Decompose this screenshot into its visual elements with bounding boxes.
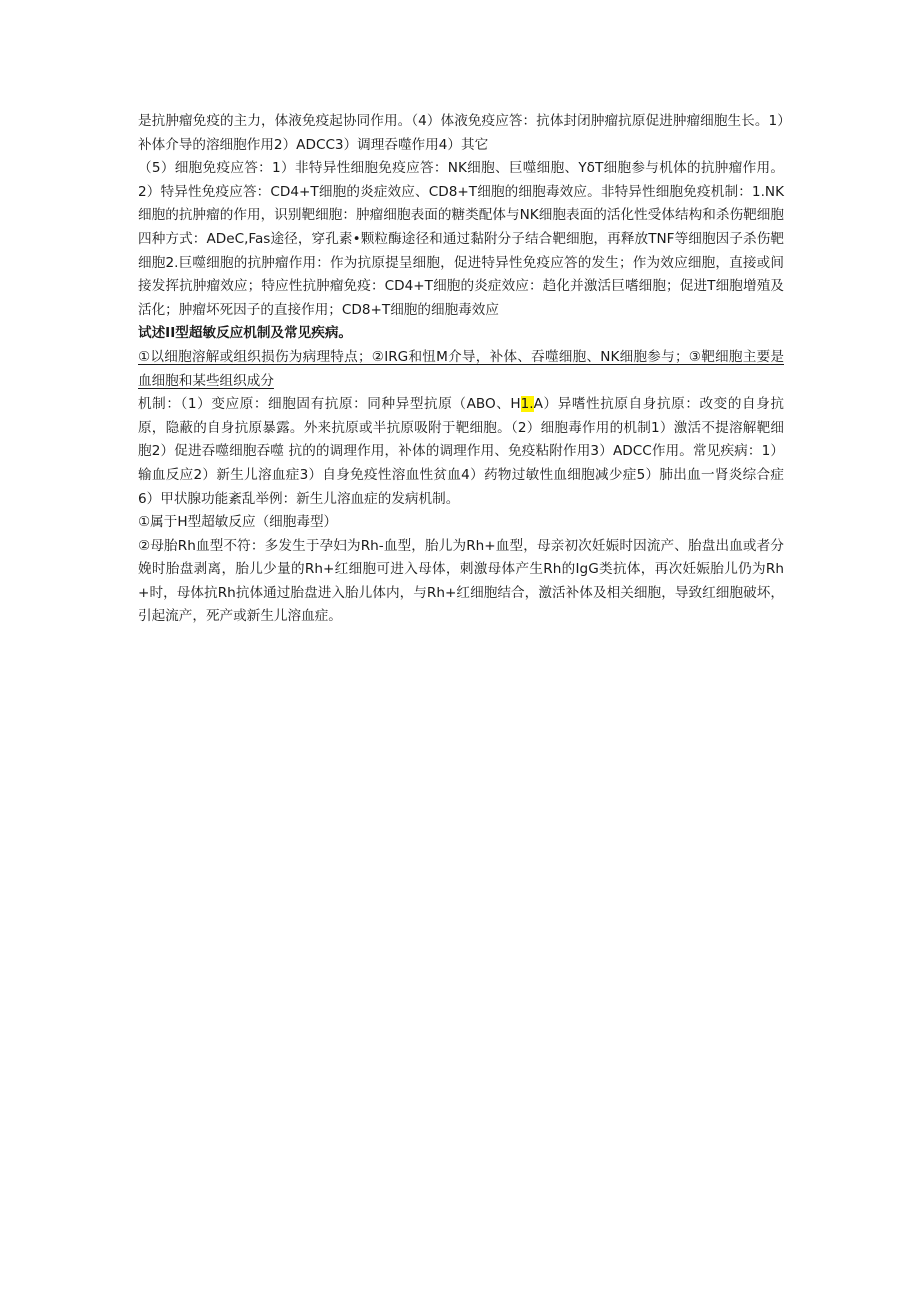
document-page <box>138 110 784 629</box>
paragraph-tumor-humoral-immunity: 是抗肿瘤免疫的主力，体液免疫起协同作用。（4）体液免疫应答：抗体封闭肿瘤抗原促进肿瘤细胞生长。1）补体介导的溶细胞作用2）ADCC3）调理吞噬作用4）其它 <box>138 113 784 153</box>
paragraph-classification: ①属于H型超敏反应（细胞毒型） <box>138 514 338 531</box>
paragraph-rh-incompatibility: ②母胎Rh血型不符：多发生于孕妇为Rh-血型，胎儿为Rh+血型，母亲初次妊娠时因流产、胎盘出血或者分娩时胎盘剥离，胎儿少量的Rh+红细胞可进入母体，刺激母体产生Rh的IgG类抗体，再次妊娠胎儿仍为Rh+时，母体抗Rh抗体通过胎盘进入胎儿体内，与Rh+红细胞结合，激活补体及相关细胞，导致红细胞破坏，引起流产，死产或新生儿溶血症。 <box>138 537 784 625</box>
mechanism-text-before: 机制：（1）变应原：细胞固有抗原：同种异型抗原（ABO、H <box>138 396 521 413</box>
mechanism-text-after: A）异嗜性抗原自身抗原：改变的自身抗原，隐蔽的自身抗原暴露。外来抗原或半抗原吸附于靶细胞。（2）细胞毒作用的机制1）激活不提溶解靶细胞2）促进吞噬细胞吞噬 抗的的调理作用，补体的调理作用、免疫粘附作用3）ADCC作用。常见疾病：1）输血反应2）新生儿溶血症3）自身免疫性溶血性贫血4）药物过敏性血细胞减少症5）肺出血一肾炎综合症6）甲状腺功能紊乱举例：新生儿溶血症的发病机制。 <box>138 396 784 507</box>
paragraph-type-ii-features: ①以细胞溶解或组织损伤为病理特点；②IRG和忸M介导，补体、吞噬细胞、NK细胞参与；③靶细胞主要是血细胞和某些组织成分 <box>138 348 784 389</box>
paragraph-cellular-immunity: （5）细胞免疫应答：1）非特异性细胞免疫应答：NK细胞、巨噬细胞、YδT细胞参与机体的抗肿瘤作用。2）特异性免疫应答：CD4+T细胞的炎症效应、CD8+T细胞的细胞毒效应。非特异性细胞免疫机制：1.NK细胞的抗肿瘤的作用，识别靶细胞：肿瘤细胞表面的糖类配体与NK细胞表面的活化性受体结构和杀伤靶细胞四种方式：ADeC,Fas途径，穿孔素•颗粒酶途径和通过黏附分子结合靶细胞，再释放TNF等细胞因子杀伤靶细胞2.巨噬细胞的抗肿瘤作用：作为抗原提呈细胞，促进特异性免疫应答的发生；作为效应细胞，直接或间接发挥抗肿瘤效应；特应性抗肿瘤免疫：CD4+T细胞的炎症效应：趋化并激活巨嗜细胞；促进T细胞增殖及活化；肿瘤坏死因子的直接作用；CD8+T细胞的细胞毒效应 <box>138 160 784 318</box>
section-heading-type-ii-hypersensitivity: 试述II型超敏反应机制及常见疾病。 <box>138 325 353 342</box>
highlighted-text: 1. <box>520 396 534 413</box>
paragraph-mechanism <box>138 393 784 511</box>
